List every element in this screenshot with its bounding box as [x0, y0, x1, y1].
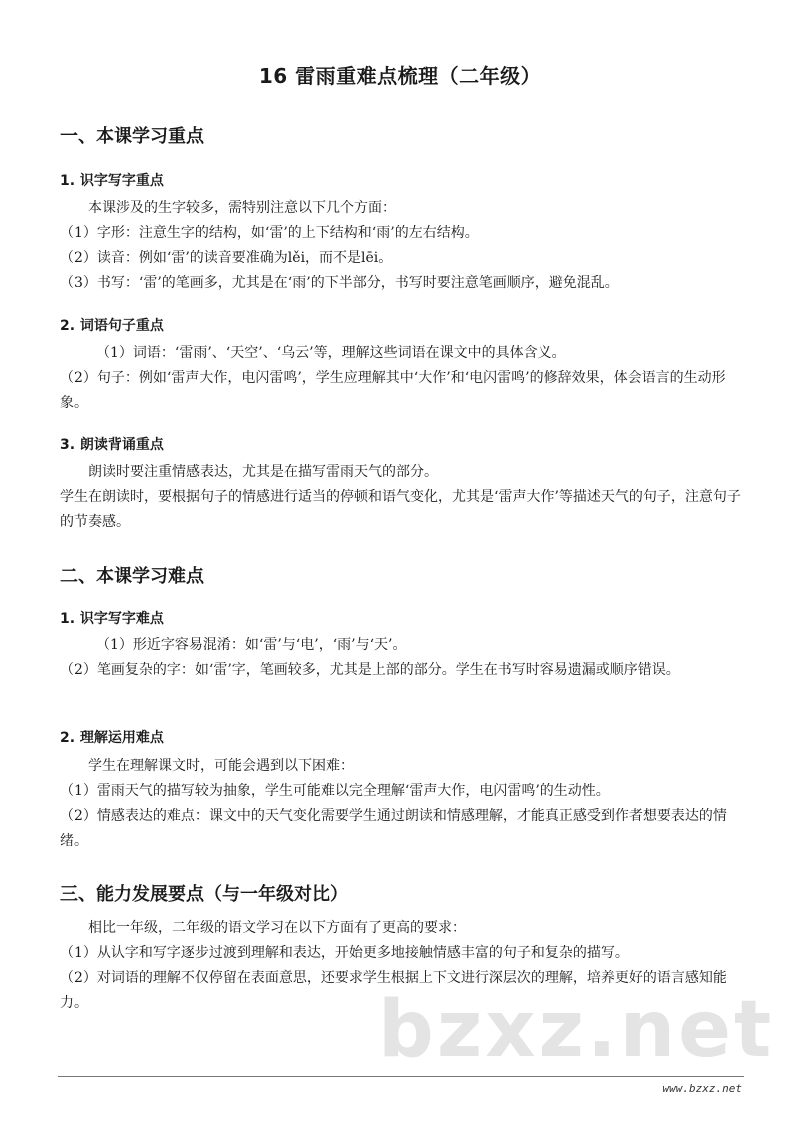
section-heading-difficulty: 二、本课学习难点: [60, 566, 204, 587]
sub-heading-reading-focus: 3. 朗读背诵重点: [60, 437, 164, 453]
paragraph-line: （1）形近字容易混淆：如‘雷’与‘电’，‘雨’与‘天’。: [96, 637, 407, 653]
paragraph-line: 朗读时要注重情感表达，尤其是在描写雷雨天气的部分。: [88, 464, 438, 480]
paragraph-line: （2）笔画复杂的字：如‘雷’字，笔画较多，尤其是上部的部分。学生在书写时容易遗漏或顺序错误。: [60, 662, 680, 678]
paragraph-line: （3）书写：‘雷’的笔画多，尤其是在‘雨’的下半部分，书写时要注意笔画顺序，避免混乱。: [60, 275, 619, 291]
footer-url: www.bzxz.net: [662, 1082, 742, 1095]
paragraph-line: （2）对词语的理解不仅停留在表面意思，还要求学生根据上下文进行深层次的理解，培养更好的语言感知能力。: [60, 970, 727, 1011]
paragraph-line: 学生在朗读时，要根据句子的情感进行适当的停顿和语气变化，尤其是‘雷声大作’等描述天气的句子，注意句子的节奏感。: [60, 489, 741, 530]
footer-divider: [58, 1076, 744, 1077]
paragraph-line: 相比一年级，二年级的语文学习在以下方面有了更高的要求：: [88, 920, 466, 936]
paragraph-line: 本课涉及的生字较多，需特别注意以下几个方面：: [88, 200, 396, 216]
sub-heading-comprehension-difficulty: 2. 理解运用难点: [60, 730, 164, 746]
sub-heading-literacy-focus: 1. 识字写字重点: [60, 173, 164, 189]
paragraph-line: （1）词语：‘雷雨’、‘天空’、‘乌云’等，理解这些词语在课文中的具体含义。: [96, 345, 566, 361]
paragraph-line: （1）雷雨天气的描写较为抽象，学生可能难以完全理解‘雷声大作，电闪雷鸣’的生动性。: [60, 783, 610, 799]
paragraph-line: （1）字形：注意生字的结构，如‘雷’的上下结构和‘雨’的左右结构。: [60, 225, 479, 241]
paragraph-line: （2）读音：例如‘雷’的读音要准确为lěi，而不是lēi。: [60, 250, 393, 266]
watermark: bzxz.net: [378, 985, 775, 1075]
paragraph-line: （1）从认字和写字逐步过渡到理解和表达，开始更多地接触情感丰富的句子和复杂的描写。: [60, 945, 629, 961]
paragraph-line: （2）句子：例如‘雷声大作，电闪雷鸣’，学生应理解其中‘大作’和‘电闪雷鸣’的修辞效果，体会语言的生动形象。: [60, 370, 726, 411]
sub-heading-words-focus: 2. 词语句子重点: [60, 318, 164, 334]
paragraph-line: 学生在理解课文时，可能会遇到以下困难：: [88, 758, 354, 774]
sub-heading-literacy-difficulty: 1. 识字写字难点: [60, 611, 164, 627]
section-heading-focus: 一、本课学习重点: [60, 126, 204, 147]
page-title: 16 雷雨重难点梳理（二年级）: [258, 64, 542, 88]
paragraph-line: （2）情感表达的难点：课文中的天气变化需要学生通过朗读和情感理解，才能真正感受到作者想要表达的情绪。: [60, 808, 727, 849]
section-heading-ability: 三、能力发展要点（与一年级对比）: [60, 884, 348, 905]
